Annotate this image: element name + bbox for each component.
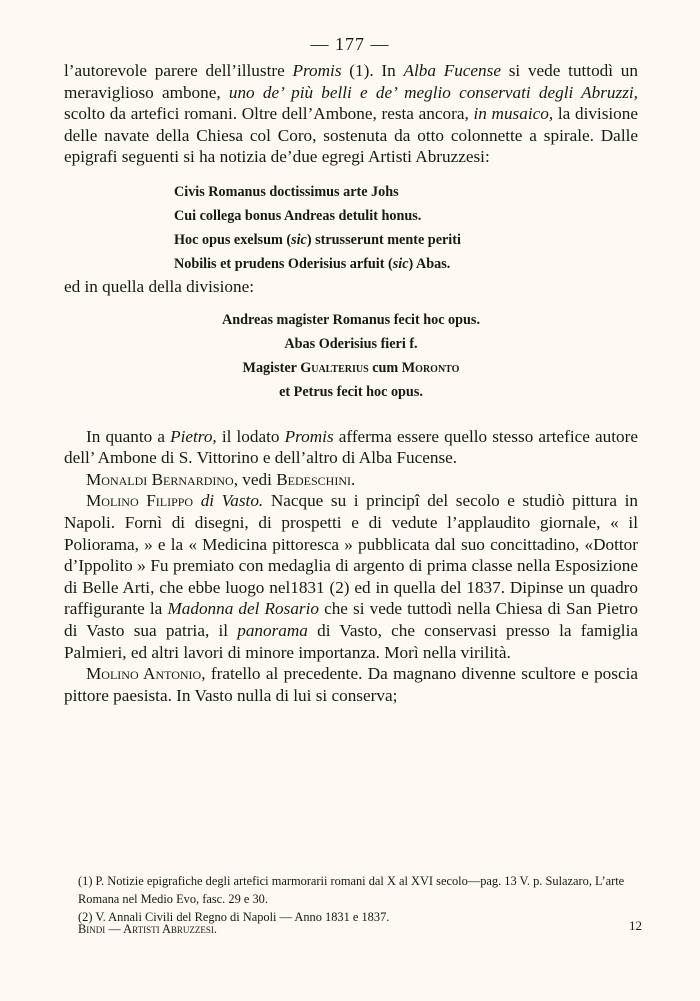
paragraph-divisione: ed in quella della divisione: xyxy=(64,276,254,296)
footnotes xyxy=(78,872,638,926)
inscription-line: et Petrus fecit hoc opus. xyxy=(279,383,423,400)
text-run: fratello al precedente. Da magnano divenne scultore e poscia pittore paesista. In Vasto nulla di lui si conserva; xyxy=(64,664,638,705)
spacer xyxy=(64,168,638,180)
place-alba-fucense: Alba Fucense xyxy=(403,61,501,80)
text-run: la divisione delle navate della Chiesa col Coro, sostenuta da otto colonnette a spirale. Dalle epigrafi seguenti si ha notizia de’due egregi Artisti Abruzzesi: xyxy=(64,104,638,167)
page-footer xyxy=(78,918,642,937)
text-run: afferma essere quello stesso artefice autore dell’ Ambone di S. Vittorino e dell’altro di Alba Fucense. xyxy=(64,426,638,468)
sic-mark: sic xyxy=(291,231,307,248)
inscription-line: Abas Oderisius fieri f. xyxy=(284,335,418,352)
entry-molino-filippo xyxy=(64,490,638,663)
inscription-line: Cui collega bonus Andreas detulit honus. xyxy=(174,207,422,224)
footnote-2: (2) V. Annali Civili del Regno di Napoli — Anno 1831 e 1837. xyxy=(78,910,390,924)
work-title: panorama xyxy=(237,620,308,640)
text-run: cum xyxy=(368,359,402,376)
entry-name: Monaldi Bernardino, xyxy=(86,469,238,489)
inscription-line: Nobilis et prudens Oderisius arfuit (sic) Abas. xyxy=(174,255,451,272)
inscription-line xyxy=(64,356,638,380)
paragraph-alba-fucense xyxy=(64,60,638,168)
inscription-line: Andreas magister Romanus fecit hoc opus. xyxy=(221,311,480,328)
text-run: scolto da artefici romani. Oltre dell’Ambone, resta ancora, xyxy=(64,104,474,124)
paragraph-pietro xyxy=(64,426,638,469)
running-footer: Bindi — Artisti Abruzzesi. xyxy=(78,922,218,936)
entry-molino-antonio xyxy=(64,663,638,706)
entry-name: Molino Antonio, xyxy=(86,664,206,684)
footnote-1: (1) P. Notizie epigrafiche degli artefici marmorarii romani dal X al XVI secolo—pag. 13 V. p. Sulazaro, L’arte Romana nel Medio Evo, fasc. 29 e 30. xyxy=(78,874,625,906)
name-promis: Promis xyxy=(292,61,342,80)
work-title: Madonna del Rosario xyxy=(167,599,319,619)
name-gualterius: Gualterius xyxy=(300,359,369,376)
name-promis: Promis xyxy=(284,426,334,446)
text-run: In quanto a xyxy=(86,426,171,446)
text-run: Nacque su i principî del secolo e studiò pittura in Napoli. Fornì di disegni, di prospetti e di vedute l’applaudito giornale, « il Poliorama, » e la « Medicina pittoresca » pubblicata dal suo concittadino, «Dottor d’Ippolito » Fu premiato con medaglia di argento di prima classe nella Esposizione di Belle Arti, che ebbe luogo nel1831 (2) ed in quella del 1837. Dipinse un quadro raffigurante la xyxy=(64,491,638,619)
text-run: si vede tuttodì un meraviglioso ambone, xyxy=(64,61,638,102)
inscription-line: Civis Romanus doctissimus arte Johs xyxy=(174,183,399,200)
entry-monaldi xyxy=(64,469,638,491)
name-pietro: Pietro, xyxy=(170,426,217,446)
cross-reference: Bedeschini. xyxy=(276,469,356,489)
text-run: l’autorevole parere dell’illustre xyxy=(64,61,293,80)
inscription-line: Hoc opus exelsum (sic) strusserunt mente periti xyxy=(174,231,461,248)
text-run: che si vede tuttodì nella Chiesa di San Pietro di Vasto sua patria, il xyxy=(64,599,638,640)
main-text xyxy=(64,60,638,706)
text-run: (1). In xyxy=(341,61,404,80)
name-moronto: Moronto xyxy=(401,359,460,376)
quoted-phrase: uno de’ più belli e de’ meglio conservati degli Abruzzi, xyxy=(228,82,638,102)
spacer xyxy=(64,298,638,308)
text-run: di Vasto, che conservasi presso la famiglia Palmieri, ed altri lavori di minore importanza. Morì nella virilità. xyxy=(64,620,638,662)
signature-mark: 12 xyxy=(629,918,642,933)
text-run: il lodato xyxy=(216,426,285,446)
inscription-ambone xyxy=(64,180,638,276)
text-run: Magister xyxy=(242,359,301,376)
page-number: — 177 — xyxy=(310,34,390,54)
entry-name: Molino Filippo xyxy=(86,491,194,511)
text-run: vedi xyxy=(238,469,277,489)
phrase-in-musaico: in musaico, xyxy=(473,104,554,124)
sic-mark: sic xyxy=(392,255,409,272)
inscription-divisione xyxy=(64,308,638,404)
spacer xyxy=(64,404,638,426)
place-vasto: di Vasto. xyxy=(193,491,264,511)
